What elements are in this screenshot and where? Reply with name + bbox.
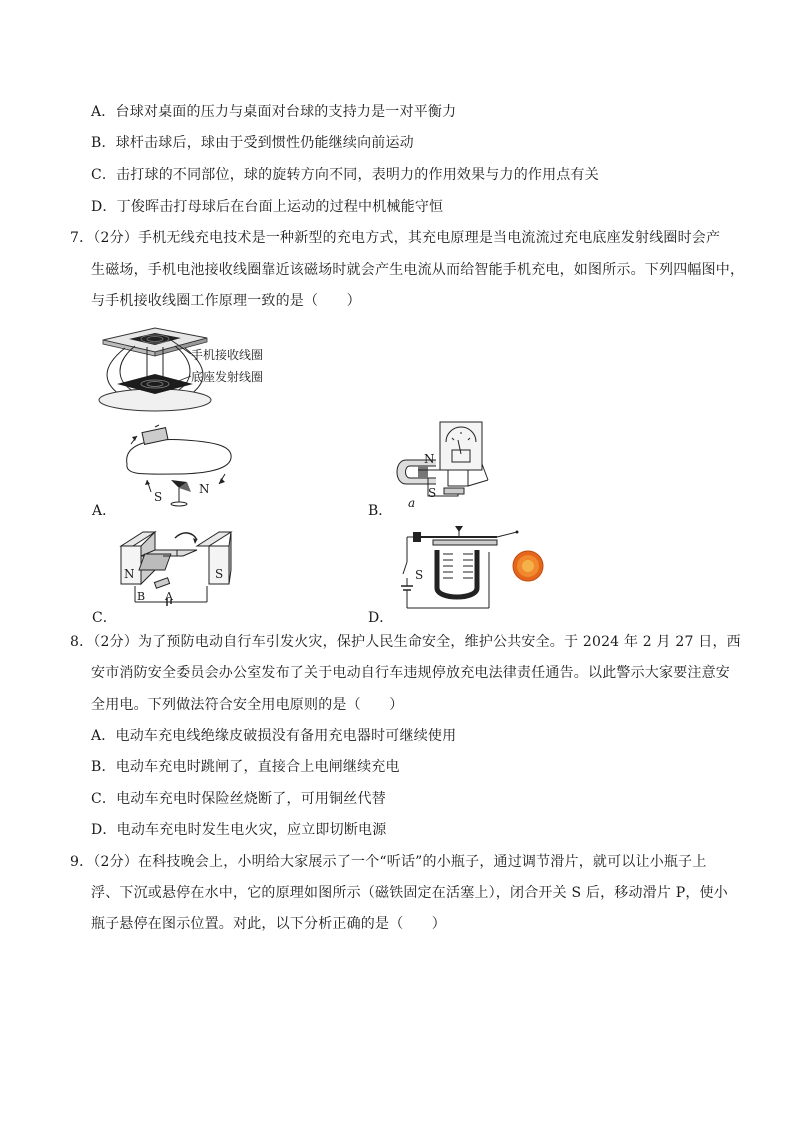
q6-option-c: C．击打球的不同部位，球的旋转方向不同，表明力的作用效果与力的作用点有关 bbox=[91, 167, 599, 183]
q8-stem-line1: 8．（2分）为了预防电动自行车引发火灾，保护人民生命安全，维护公共安全。于 2024 年 2 月 27 日，西 bbox=[70, 634, 741, 650]
fig-c-a-label: A bbox=[165, 590, 173, 603]
q7-option-c-label: C． bbox=[92, 610, 117, 626]
fig-c-south-label: S bbox=[215, 567, 224, 581]
q7-stem-line2: 生磁场，手机电池接收线圈靠近该磁场时就会产生电流从而给智能手机充电，如图所示。下列四幅图中， bbox=[91, 262, 745, 278]
q7-figure-d bbox=[393, 522, 548, 614]
q7-figure-a bbox=[115, 424, 240, 510]
wireless-charging-figure bbox=[95, 322, 285, 414]
q7-stem-line1: 7．（2分）手机无线充电技术是一种新型的充电方式，其充电原理是当电流流过充电底座发射线圈时会产 bbox=[70, 230, 721, 246]
q7-option-b-label: B． bbox=[368, 503, 393, 519]
q8-stem-line3: 全用电。下列做法符合安全用电原则的是（ ） bbox=[91, 697, 404, 713]
q7-figure-b bbox=[388, 420, 500, 512]
oersted-experiment-illustration bbox=[115, 424, 240, 510]
q6-option-a: A．台球对桌面的压力与桌面对台球的支持力是一对平衡力 bbox=[91, 104, 457, 120]
fig-b-a-label: a bbox=[408, 496, 416, 510]
q7-option-a-label: A． bbox=[92, 503, 117, 519]
q9-stem-line2: 浮、下沉或悬停在水中，它的原理如图所示（磁铁固定在活塞上），闭合开关 S 后，移动滑片 P，使小 bbox=[91, 885, 728, 901]
q6-option-d: D．丁俊晖击打母球后在台面上运动的过程中机械能守恒 bbox=[91, 199, 444, 215]
q9-stem-line1: 9．（2分）在科技晚会上，小明给大家展示了一个“听话”的小瓶子，通过调节滑片，就可以让小瓶子上 bbox=[70, 854, 707, 870]
q7-figure-c bbox=[115, 526, 240, 608]
fig-c-north-label: N bbox=[124, 567, 135, 581]
q8-option-d: D．电动车充电时发生电火灾，应立即切断电源 bbox=[91, 822, 387, 838]
electromagnetic-induction-illustration bbox=[388, 420, 500, 512]
fig-a-south-label: S bbox=[154, 490, 163, 504]
q8-stem-line2: 安市消防安全委员会办公室发布了关于电动自行车违规停放充电法律责任通告。以此警示大家要注意安 bbox=[91, 665, 730, 681]
q7-stem-line3: 与手机接收线圈工作原理一致的是（ ） bbox=[91, 293, 361, 309]
fig-b-north-label: N bbox=[424, 452, 435, 466]
q8-option-c: C．电动车充电时保险丝烧断了，可用铜丝代替 bbox=[91, 791, 386, 807]
transmit-coil-label: 底座发射线圈 bbox=[191, 370, 264, 384]
fig-a-north-label: N bbox=[199, 482, 210, 496]
fig-c-b-label: B bbox=[137, 590, 146, 603]
q7-option-d-label: D． bbox=[368, 610, 394, 626]
receive-coil-label: 手机接收线圈 bbox=[191, 348, 264, 362]
q8-option-a: A．电动车充电线绝缘皮破损没有备用充电器时可继续使用 bbox=[91, 728, 457, 744]
q9-stem-line3: 瓶子悬停在图示位置。对此，以下分析正确的是（ ） bbox=[91, 916, 446, 932]
q8-option-b: B．电动车充电时跳闸了，直接合上电闸继续充电 bbox=[91, 759, 400, 775]
fig-d-switch-label: S bbox=[415, 568, 424, 582]
q6-option-b: B．球杆击球后，球由于受到惯性仍能继续向前运动 bbox=[91, 135, 414, 151]
fig-b-south-label: S bbox=[428, 486, 437, 500]
